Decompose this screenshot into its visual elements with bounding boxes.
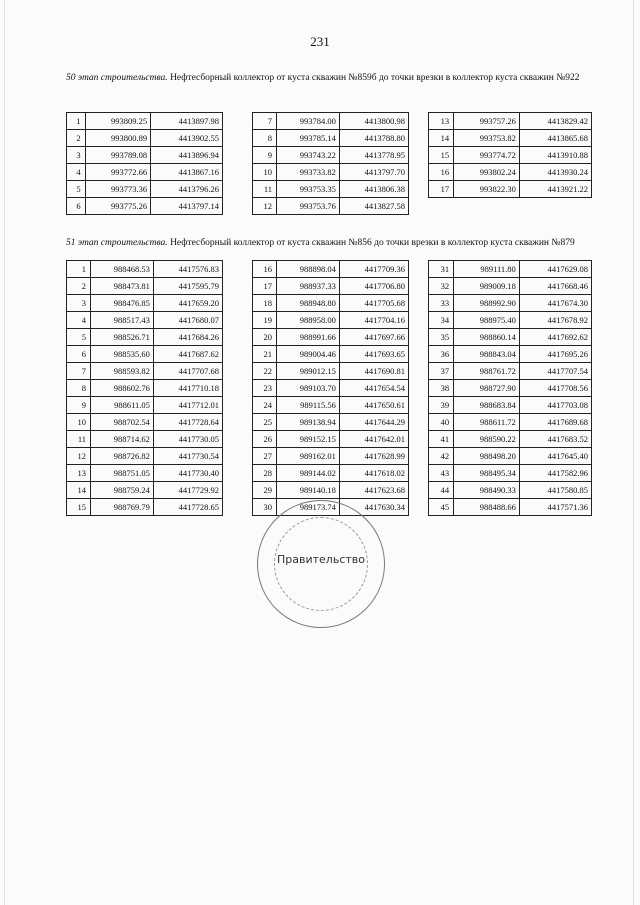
section-51-title [66, 237, 586, 250]
table-row [67, 261, 223, 278]
point-number: 31 [429, 261, 454, 278]
y-coordinate: 4417693.65 [339, 346, 408, 363]
table-row [253, 113, 409, 130]
x-coordinate: 993800.89 [85, 130, 150, 147]
point-number: 25 [253, 414, 277, 431]
x-coordinate: 988769.79 [91, 499, 154, 516]
y-coordinate: 4417668.46 [519, 278, 591, 295]
point-number: 11 [253, 181, 277, 198]
y-coordinate: 4413806.38 [339, 181, 408, 198]
table-row [429, 397, 592, 414]
table-row [429, 278, 592, 295]
x-coordinate: 988761.72 [454, 363, 520, 380]
x-coordinate: 989162.01 [277, 448, 340, 465]
y-coordinate: 4417678.92 [519, 312, 591, 329]
point-number: 3 [67, 295, 91, 312]
x-coordinate: 988898.04 [277, 261, 340, 278]
y-coordinate: 4413797.70 [339, 164, 408, 181]
point-number: 2 [67, 130, 86, 147]
table-row [253, 482, 409, 499]
y-coordinate: 4417692.62 [519, 329, 591, 346]
x-coordinate: 993757.26 [454, 113, 520, 130]
y-coordinate: 4417707.68 [153, 363, 222, 380]
table-row [429, 164, 592, 181]
page-number: 231 [310, 34, 330, 49]
y-coordinate: 4417710.18 [153, 380, 222, 397]
table-row [253, 130, 409, 147]
y-coordinate: 4417707.54 [519, 363, 591, 380]
point-number: 6 [67, 346, 91, 363]
section-50-description: Нефтесборный коллектор от куста скважин №859б до точки врезки в коллектор куста скважин №922 [167, 73, 580, 83]
scan-edge-left [4, 0, 5, 905]
section-50-table-1 [66, 112, 223, 215]
y-coordinate: 4417623.68 [339, 482, 408, 499]
point-number: 12 [253, 198, 277, 215]
table-row [67, 312, 223, 329]
y-coordinate: 4417690.81 [339, 363, 408, 380]
table-row [67, 113, 223, 130]
point-number: 38 [429, 380, 454, 397]
point-number: 33 [429, 295, 454, 312]
table-row [67, 380, 223, 397]
x-coordinate: 993772.66 [85, 164, 150, 181]
y-coordinate: 4413800.98 [339, 113, 408, 130]
table-row [67, 397, 223, 414]
x-coordinate: 988526.71 [91, 329, 154, 346]
x-coordinate: 988476.85 [91, 295, 154, 312]
y-coordinate: 4417642.01 [339, 431, 408, 448]
table-row [253, 261, 409, 278]
point-number: 7 [67, 363, 91, 380]
point-number: 21 [253, 346, 277, 363]
point-number: 13 [429, 113, 454, 130]
x-coordinate: 993784.00 [277, 113, 340, 130]
y-coordinate: 4417730.40 [153, 465, 222, 482]
y-coordinate: 4417595.79 [153, 278, 222, 295]
x-coordinate: 988759.24 [91, 482, 154, 499]
x-coordinate: 993785.14 [277, 130, 340, 147]
point-number: 35 [429, 329, 454, 346]
point-number: 19 [253, 312, 277, 329]
x-coordinate: 988602.76 [91, 380, 154, 397]
point-number: 15 [67, 499, 91, 516]
table-row [67, 181, 223, 198]
x-coordinate: 988727.90 [454, 380, 520, 397]
point-number: 3 [67, 147, 86, 164]
point-number: 27 [253, 448, 277, 465]
point-number: 20 [253, 329, 277, 346]
point-number: 30 [253, 499, 277, 516]
y-coordinate: 4413930.24 [519, 164, 591, 181]
y-coordinate: 4417580.85 [519, 482, 591, 499]
point-number: 36 [429, 346, 454, 363]
table-row [253, 346, 409, 363]
y-coordinate: 4417712.01 [153, 397, 222, 414]
point-number: 10 [67, 414, 91, 431]
point-number: 4 [67, 164, 86, 181]
table-row [67, 499, 223, 516]
point-number: 1 [67, 113, 86, 130]
table-row [429, 329, 592, 346]
point-number: 29 [253, 482, 277, 499]
table-row [67, 278, 223, 295]
table-row [67, 431, 223, 448]
x-coordinate: 988958.00 [277, 312, 340, 329]
x-coordinate: 993774.72 [454, 147, 520, 164]
table-row [429, 113, 592, 130]
y-coordinate: 4417697.66 [339, 329, 408, 346]
y-coordinate: 4417680.07 [153, 312, 222, 329]
point-number: 42 [429, 448, 454, 465]
point-number: 9 [67, 397, 91, 414]
x-coordinate: 988991.66 [277, 329, 340, 346]
y-coordinate: 4417628.99 [339, 448, 408, 465]
y-coordinate: 4417730.54 [153, 448, 222, 465]
y-coordinate: 4413865.68 [519, 130, 591, 147]
y-coordinate: 4417629.08 [519, 261, 591, 278]
section-51-description: Нефтесборный коллектор от куста скважин №856 до точки врезки в коллектор куста скважин №879 [167, 238, 575, 248]
point-number: 18 [253, 295, 277, 312]
y-coordinate: 4417654.54 [339, 380, 408, 397]
x-coordinate: 988535.60 [91, 346, 154, 363]
official-stamp [257, 500, 385, 628]
point-number: 45 [429, 499, 454, 516]
table-row [253, 414, 409, 431]
point-number: 4 [67, 312, 91, 329]
x-coordinate: 988843.04 [454, 346, 520, 363]
y-coordinate: 4417630.34 [339, 499, 408, 516]
x-coordinate: 988937.33 [277, 278, 340, 295]
point-number: 34 [429, 312, 454, 329]
x-coordinate: 989173.74 [277, 499, 340, 516]
x-coordinate: 993773.36 [85, 181, 150, 198]
table-row [67, 482, 223, 499]
table-row [429, 261, 592, 278]
y-coordinate: 4413921.22 [519, 181, 591, 198]
x-coordinate: 993809.25 [85, 113, 150, 130]
section-51-table-3 [428, 260, 592, 516]
point-number: 8 [253, 130, 277, 147]
point-number: 14 [429, 130, 454, 147]
point-number: 2 [67, 278, 91, 295]
point-number: 1 [67, 261, 91, 278]
x-coordinate: 989103.70 [277, 380, 340, 397]
table-row [253, 465, 409, 482]
x-coordinate: 988975.40 [454, 312, 520, 329]
point-number: 40 [429, 414, 454, 431]
x-coordinate: 993753.82 [454, 130, 520, 147]
x-coordinate: 988517.43 [91, 312, 154, 329]
point-number: 8 [67, 380, 91, 397]
y-coordinate: 4417703.08 [519, 397, 591, 414]
table-row [67, 414, 223, 431]
x-coordinate: 993753.35 [277, 181, 340, 198]
point-number: 37 [429, 363, 454, 380]
x-coordinate: 993789.08 [85, 147, 150, 164]
table-row [67, 465, 223, 482]
x-coordinate: 988593.82 [91, 363, 154, 380]
point-number: 6 [67, 198, 86, 215]
point-number: 24 [253, 397, 277, 414]
x-coordinate: 989115.56 [277, 397, 340, 414]
y-coordinate: 4413788.80 [339, 130, 408, 147]
y-coordinate: 4417729.92 [153, 482, 222, 499]
x-coordinate: 989009.18 [454, 278, 520, 295]
section-51-stage: 51 этап строительства. [66, 238, 168, 248]
point-number: 17 [253, 278, 277, 295]
point-number: 16 [253, 261, 277, 278]
y-coordinate: 4417708.56 [519, 380, 591, 397]
x-coordinate: 988590.22 [454, 431, 520, 448]
point-number: 14 [67, 482, 91, 499]
point-number: 9 [253, 147, 277, 164]
y-coordinate: 4417705.68 [339, 295, 408, 312]
point-number: 15 [429, 147, 454, 164]
table-row [67, 147, 223, 164]
x-coordinate: 993733.82 [277, 164, 340, 181]
table-row [253, 164, 409, 181]
point-number: 26 [253, 431, 277, 448]
section-50-table-2 [252, 112, 409, 215]
x-coordinate: 993775.26 [85, 198, 150, 215]
y-coordinate: 4413896.94 [151, 147, 223, 164]
x-coordinate: 989144.02 [277, 465, 340, 482]
x-coordinate: 988751.05 [91, 465, 154, 482]
table-row [429, 499, 592, 516]
y-coordinate: 4413867.16 [151, 164, 223, 181]
table-row [429, 414, 592, 431]
point-number: 11 [67, 431, 91, 448]
x-coordinate: 988473.81 [91, 278, 154, 295]
y-coordinate: 4413778.95 [339, 147, 408, 164]
point-number: 12 [67, 448, 91, 465]
table-row [253, 363, 409, 380]
point-number: 41 [429, 431, 454, 448]
point-number: 5 [67, 329, 91, 346]
table-row [253, 397, 409, 414]
x-coordinate: 993802.24 [454, 164, 520, 181]
table-row [67, 198, 223, 215]
point-number: 16 [429, 164, 454, 181]
x-coordinate: 989111.80 [454, 261, 520, 278]
section-50-table-3 [428, 112, 592, 198]
point-number: 22 [253, 363, 277, 380]
y-coordinate: 4417618.02 [339, 465, 408, 482]
y-coordinate: 4417683.52 [519, 431, 591, 448]
table-row [253, 312, 409, 329]
table-row [253, 198, 409, 215]
x-coordinate: 989140.18 [277, 482, 340, 499]
x-coordinate: 993753.76 [277, 198, 340, 215]
x-coordinate: 988948.80 [277, 295, 340, 312]
section-50-title [66, 72, 586, 85]
table-row [253, 295, 409, 312]
table-row [67, 346, 223, 363]
table-row [67, 295, 223, 312]
table-row [253, 147, 409, 164]
point-number: 7 [253, 113, 277, 130]
x-coordinate: 988490.33 [454, 482, 520, 499]
x-coordinate: 993822.30 [454, 181, 520, 198]
y-coordinate: 4417695.26 [519, 346, 591, 363]
table-row [429, 181, 592, 198]
section-51-table-1 [66, 260, 223, 516]
point-number: 39 [429, 397, 454, 414]
table-row [429, 431, 592, 448]
x-coordinate: 989004.46 [277, 346, 340, 363]
y-coordinate: 4417687.62 [153, 346, 222, 363]
table-row [429, 147, 592, 164]
y-coordinate: 4417689.68 [519, 414, 591, 431]
y-coordinate: 4417684.26 [153, 329, 222, 346]
y-coordinate: 4413902.55 [151, 130, 223, 147]
stamp-text: Правительство [277, 553, 365, 566]
y-coordinate: 4417728.64 [153, 414, 222, 431]
table-row [429, 380, 592, 397]
x-coordinate: 988726.82 [91, 448, 154, 465]
table-row [67, 329, 223, 346]
table-row [429, 346, 592, 363]
y-coordinate: 4417674.30 [519, 295, 591, 312]
x-coordinate: 988714.62 [91, 431, 154, 448]
table-row [253, 278, 409, 295]
x-coordinate: 988992.90 [454, 295, 520, 312]
scan-edge-right [633, 0, 634, 905]
point-number: 43 [429, 465, 454, 482]
x-coordinate: 988611.72 [454, 414, 520, 431]
y-coordinate: 4417730.05 [153, 431, 222, 448]
y-coordinate: 4417728.65 [153, 499, 222, 516]
y-coordinate: 4417576.83 [153, 261, 222, 278]
table-row [67, 448, 223, 465]
y-coordinate: 4417571.36 [519, 499, 591, 516]
table-row [253, 448, 409, 465]
point-number: 13 [67, 465, 91, 482]
y-coordinate: 4413897.98 [151, 113, 223, 130]
table-row [429, 312, 592, 329]
y-coordinate: 4417704.16 [339, 312, 408, 329]
y-coordinate: 4413827.58 [339, 198, 408, 215]
table-row [253, 380, 409, 397]
point-number: 5 [67, 181, 86, 198]
point-number: 10 [253, 164, 277, 181]
x-coordinate: 988495.34 [454, 465, 520, 482]
table-row [429, 363, 592, 380]
point-number: 23 [253, 380, 277, 397]
point-number: 32 [429, 278, 454, 295]
x-coordinate: 988683.84 [454, 397, 520, 414]
table-row [253, 431, 409, 448]
y-coordinate: 4413796.26 [151, 181, 223, 198]
table-row [67, 130, 223, 147]
y-coordinate: 4417645.40 [519, 448, 591, 465]
point-number: 17 [429, 181, 454, 198]
table-row [253, 181, 409, 198]
y-coordinate: 4417659.20 [153, 295, 222, 312]
y-coordinate: 4417644.29 [339, 414, 408, 431]
x-coordinate: 993743.22 [277, 147, 340, 164]
table-row [429, 130, 592, 147]
x-coordinate: 989012.15 [277, 363, 340, 380]
y-coordinate: 4417650.61 [339, 397, 408, 414]
x-coordinate: 988611.05 [91, 397, 154, 414]
section-51-table-2 [252, 260, 409, 516]
point-number: 44 [429, 482, 454, 499]
y-coordinate: 4413910.88 [519, 147, 591, 164]
y-coordinate: 4417582.96 [519, 465, 591, 482]
table-row [429, 295, 592, 312]
x-coordinate: 988468.53 [91, 261, 154, 278]
point-number: 28 [253, 465, 277, 482]
y-coordinate: 4417706.80 [339, 278, 408, 295]
x-coordinate: 988860.14 [454, 329, 520, 346]
x-coordinate: 988498.20 [454, 448, 520, 465]
table-row [429, 448, 592, 465]
section-50-stage: 50 этап строительства. [66, 73, 168, 83]
table-row [429, 465, 592, 482]
table-row [67, 164, 223, 181]
y-coordinate: 4413829.42 [519, 113, 591, 130]
y-coordinate: 4413797.14 [151, 198, 223, 215]
table-row [253, 329, 409, 346]
x-coordinate: 989152.15 [277, 431, 340, 448]
table-row [67, 363, 223, 380]
table-row [429, 482, 592, 499]
x-coordinate: 989138.94 [277, 414, 340, 431]
x-coordinate: 988702.54 [91, 414, 154, 431]
y-coordinate: 4417709.36 [339, 261, 408, 278]
x-coordinate: 988488.66 [454, 499, 520, 516]
